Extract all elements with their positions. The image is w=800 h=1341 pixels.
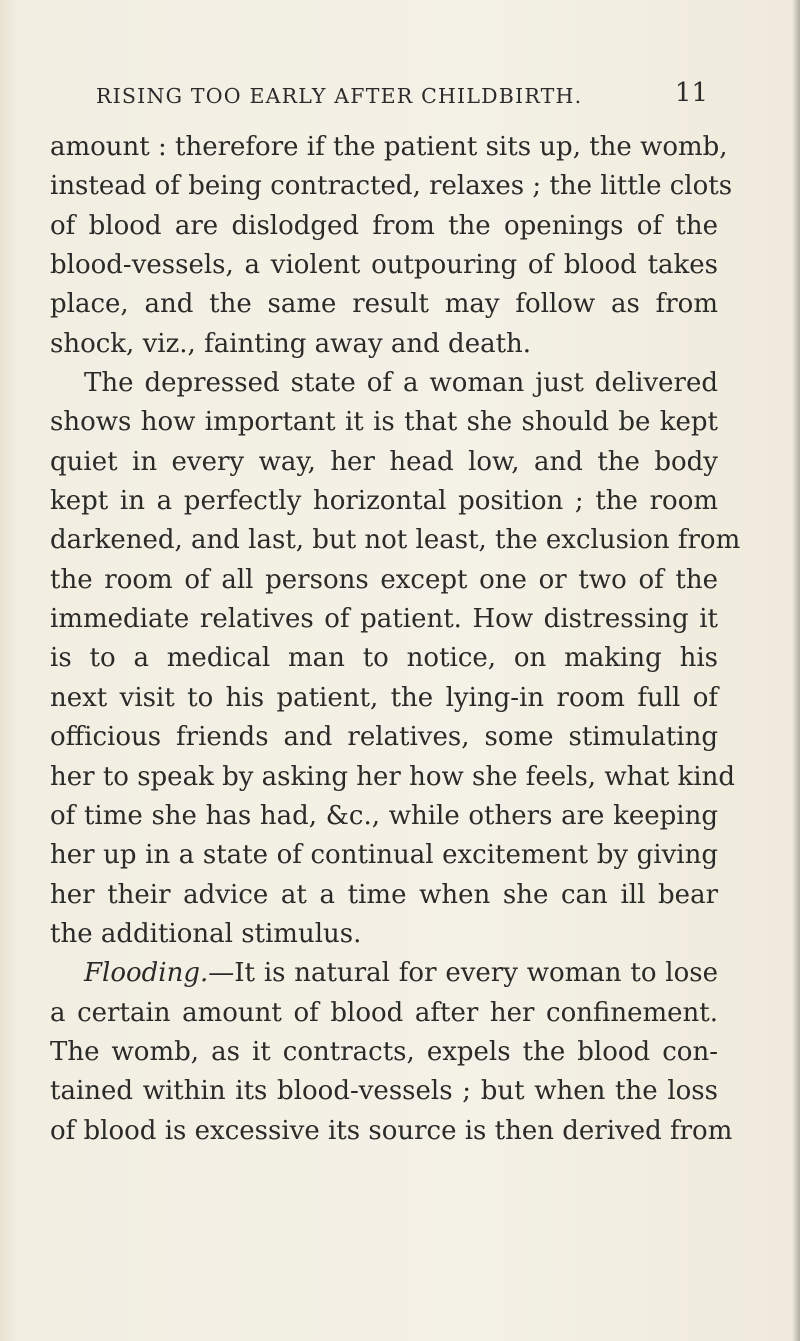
text-line: of blood is excessive its source is then derived from [50,1115,733,1146]
text-line: the room of all persons except one or two of the [50,564,718,595]
paragraph-1 [50,128,733,364]
text-line: blood-vessels, a violent outpouring of blood takes [50,250,718,281]
text-line: kept in a perfectly horizontal position ; the room [50,486,718,517]
text-line: her their advice at a time when she can ill bear [50,879,718,910]
text-line: of blood are dislodged from the openings of the [50,210,718,241]
text-line: instead of being contracted, relaxes ; the little clots [50,171,733,202]
text-line: amount : therefore if the patient sits up, the womb, [50,132,728,162]
running-header [96,78,708,108]
text-line: place, and the same result may follow as from [50,289,718,320]
text-line: officious friends and relatives, some stimulating [50,722,718,753]
body-text [50,128,741,1151]
text-line: the additional stimulus. [50,918,362,949]
text-line: The womb, as it contracts, expels the blood con- [50,1036,718,1067]
text-line: a certain amount of blood after her confinement. [50,997,718,1028]
paragraph-3 [50,954,733,1151]
text-line: darkened, and last, but not least, the exclusion from [50,525,741,556]
text-line: tained within its blood-vessels ; but when the loss [50,1076,718,1107]
section-heading-flooding: Flooding. [84,958,209,989]
text-line: immediate relatives of patient. How distressing it [50,604,718,635]
page-edge-shadow [792,0,800,1341]
text-line: is to a medical man to notice, on making his [50,643,718,674]
paragraph-2 [50,364,741,954]
text-line: shock, viz., fainting away and death. [50,328,532,359]
running-title: RISING TOO EARLY AFTER CHILDBIRTH. [96,84,583,108]
text-line: The depressed state of a woman just delivered [84,368,718,399]
text-line: her to speak by asking her how she feels, what kind [50,761,735,792]
text-line: her up in a state of continual excitement by giving [50,840,718,871]
text-line [50,954,718,993]
text-line: next visit to his patient, the lying-in room full of [50,682,718,713]
text-line: quiet in every way, her head low, and the body [50,446,718,477]
page-number: 11 [674,78,708,108]
text-line: shows how important it is that she should be kept [50,407,718,438]
text-line: of time she has had, &c., while others are keeping [50,800,718,831]
text-run: —It is natural for every woman to lose [208,958,718,989]
